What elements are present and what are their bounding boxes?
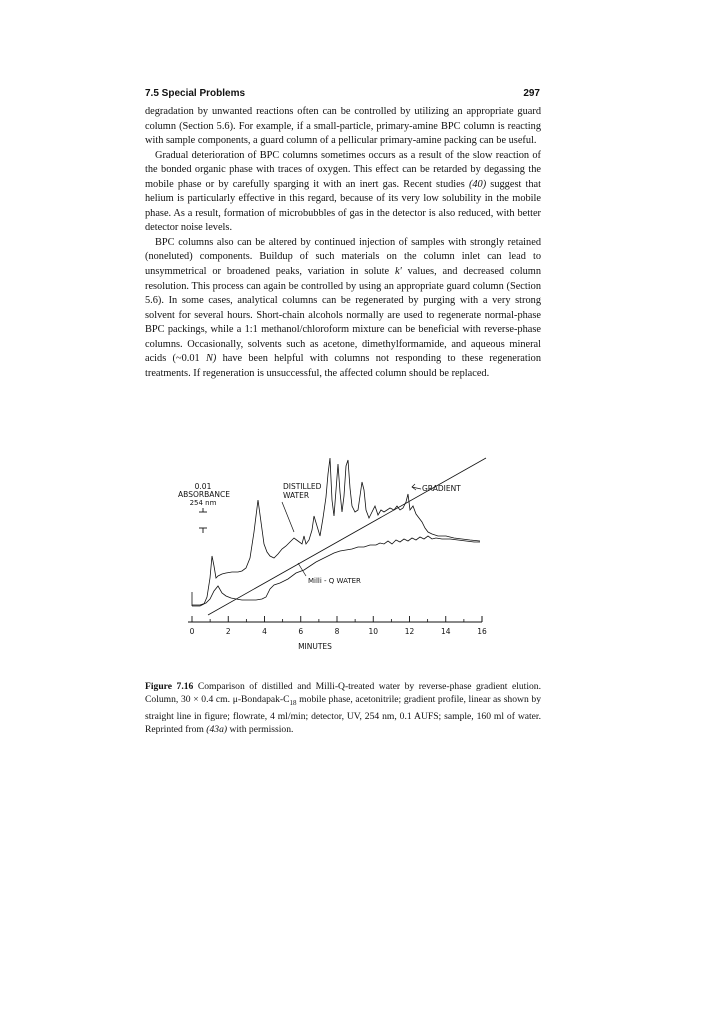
x-tick-label: 6	[298, 627, 304, 636]
x-tick-label: 12	[404, 627, 415, 636]
x-tick-label: 16	[477, 627, 487, 636]
distilled-label-line2: WATER	[283, 491, 310, 500]
x-tick-label: 2	[225, 627, 231, 636]
body-text-run: values, and decreased column resolution. This process can again be controlled by using an appropriate guard column (Section 5.6). In some cases, analytical columns can be regenerated by purging with a very strong solvent for several hours. Short-chain alcohols normally are used to regenerate normal-phase BPC packings, while a 1:1 methanol/chloroform mixture can be beneficial with reverse-phase columns. Occasionally, solvents such as acetone, dimethylformamide, and aqueous mineral acids (~0.01	[145, 266, 542, 365]
x-axis-ticks	[192, 616, 482, 622]
x-tick-label: 14	[440, 627, 451, 636]
body-text	[145, 105, 541, 381]
body-paragraph	[145, 105, 541, 149]
section-title: 7.5 Special Problems	[145, 88, 246, 99]
milliq-water-trace	[192, 536, 480, 605]
figure-caption	[145, 680, 541, 736]
body-text-run: have been helpful with columns not responding to these regeneration treatments. If regeneration is unsuccessful, the affected column should be replaced.	[145, 353, 541, 379]
body-text-run: BPC columns also can be altered by continued injection of samples with strongly retained (noneluted) components. Buildup of such materials on the column inlet can lead to unsymmetrical or broadened peaks, variation in solute	[145, 236, 541, 278]
gradient-label: GRADIENT	[422, 484, 461, 493]
chromatogram-plot	[170, 452, 500, 664]
x-tick-label: 0	[189, 627, 195, 636]
x-axis-tick-labels	[190, 627, 487, 636]
milliq-label: Milli - Q WATER	[308, 577, 361, 585]
body-text-run: Gradual deterioration of BPC columns sometimes occurs as a result of the slow reaction of the bonded organic phase with traces of oxygen. This effect can be retarded by degassing the mobile phase or by carefully sparging it with an inert gas. Recent studies	[145, 149, 541, 190]
scale-label-value: 0.01	[194, 482, 212, 491]
x-tick-label: 10	[368, 627, 379, 636]
x-axis-label: MINUTES	[298, 642, 332, 651]
body-paragraph	[145, 149, 541, 236]
scale-label-wavelength: 254 nm	[189, 499, 217, 507]
distilled-label-line1: DISTILLED	[283, 482, 322, 491]
figure-caption-subscript: 18	[289, 698, 297, 707]
figure-caption-text-1: Comparison of distilled and Milli-Q-treated water by reverse-phase gradient elution. Column, 30 × 0.4 cm. μ-Bondapak-C	[145, 681, 541, 705]
distilled-leader-line	[282, 502, 294, 532]
gradient-profile-line	[208, 458, 486, 615]
gradient-arrow-icon	[412, 484, 421, 490]
figure-caption-text-3: with permission.	[227, 723, 294, 735]
body-text-run: degradation by unwanted reactions often can be controlled by utilizing an appropriate guard column (Section 5.6). For example, if a small-particle, primary-amine BPC column is reacting with sample components, a guard column of a pellicular primary-amine packing can be useful.	[145, 106, 541, 147]
figure-caption-text-2: mobile phase, acetonitrile; gradient profile, linear as shown by straight line in figure; flowrate, 4 ml/min; detector, UV, 254 nm, 0.1 AUFS; sample, 160 ml of water. Reprinted from	[145, 694, 541, 735]
figure-caption-label: Figure 7.16	[145, 681, 194, 692]
body-italic-text: k'	[394, 266, 402, 278]
figure-caption-reference: (43a)	[206, 723, 228, 735]
body-text-run: suggest that helium is particularly effective in this regard, because of its very low solubility in the mobile phase. As a result, formation of microbubbles of gas in the detector is also reduced, with better detector noise levels.	[145, 178, 541, 234]
scale-bar-icon	[199, 508, 207, 533]
running-header	[145, 88, 540, 104]
page-number: 297	[523, 88, 540, 99]
x-tick-label: 4	[262, 627, 267, 636]
body-paragraph	[145, 236, 541, 381]
body-italic-text: (40)	[468, 178, 487, 190]
x-tick-label: 8	[334, 627, 340, 636]
scale-label-absorbance: ABSORBANCE	[178, 490, 230, 499]
chromatogram-figure	[170, 452, 500, 664]
body-italic-text: N)	[205, 353, 217, 365]
